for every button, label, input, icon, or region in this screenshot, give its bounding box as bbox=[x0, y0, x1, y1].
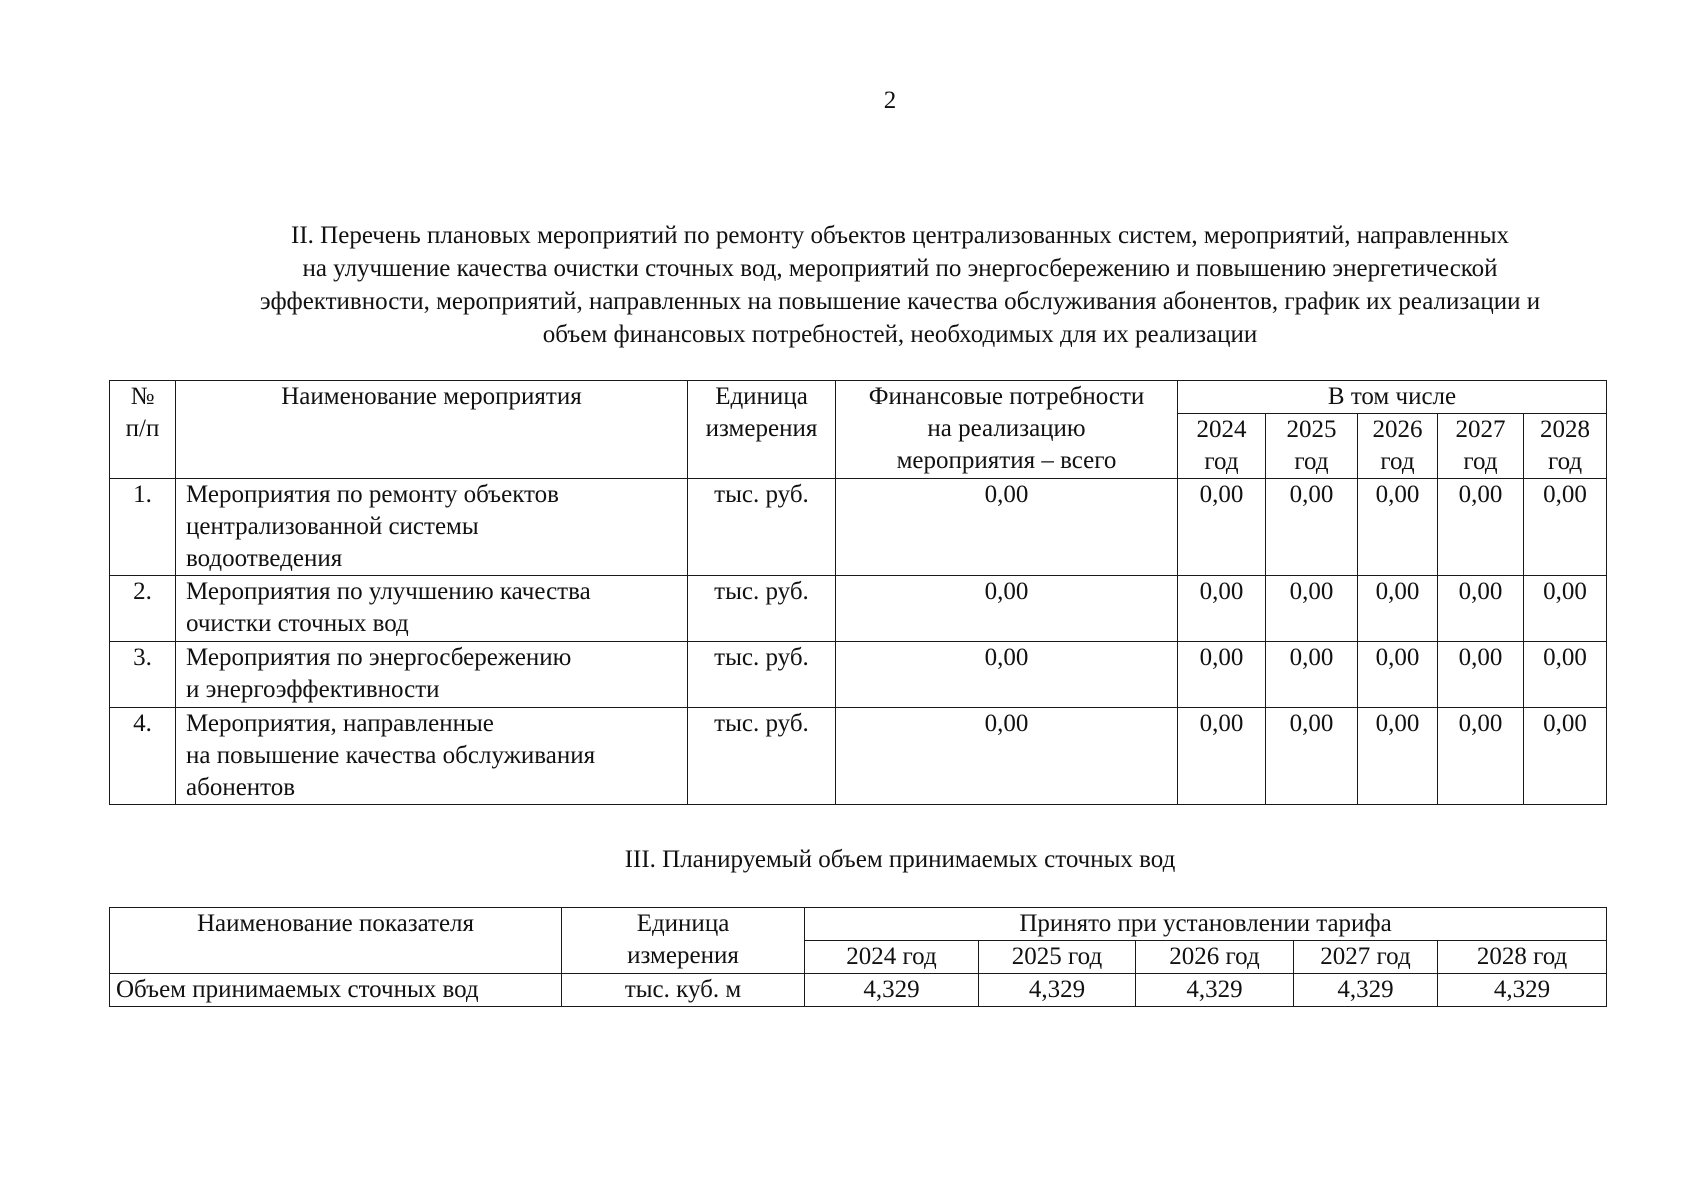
table-row bbox=[110, 642, 1607, 708]
row-num: 2. bbox=[110, 576, 176, 642]
row-year-value: 0,00 bbox=[1438, 708, 1524, 805]
row-year-value: 0,00 bbox=[1266, 642, 1358, 708]
row-name-line: очистки сточных вод bbox=[186, 610, 409, 637]
section-2-title-line: объем финансовых потребностей, необходимых для их реализации bbox=[542, 321, 1258, 348]
row-unit: тыс. руб. bbox=[688, 642, 836, 708]
header-year-unit: год bbox=[1204, 448, 1239, 475]
row-total: 0,00 bbox=[836, 576, 1178, 642]
row-year-value: 0,00 bbox=[1178, 576, 1266, 642]
header-accepted: Принято при установлении тарифа bbox=[805, 908, 1607, 941]
row-name-line: абонентов bbox=[186, 774, 296, 801]
row-num: 1. bbox=[110, 479, 176, 576]
section-2-title-line: II. Перечень плановых мероприятий по ремонту объектов централизованных систем, мероприятий, направленных bbox=[291, 222, 1509, 249]
measures-table bbox=[109, 380, 1607, 805]
row-name bbox=[176, 576, 688, 642]
header-finance-line: мероприятия – всего bbox=[896, 447, 1117, 474]
row-year-value: 0,00 bbox=[1358, 708, 1438, 805]
header-finance-line: Финансовые потребности bbox=[868, 383, 1145, 410]
header-unit-line: измерения bbox=[705, 415, 818, 442]
row-name-line: Мероприятия, направленные bbox=[186, 710, 494, 737]
row-year-value: 0,00 bbox=[1358, 479, 1438, 576]
row-unit: тыс. руб. bbox=[688, 708, 836, 805]
row-name-line: централизованной системы bbox=[186, 513, 479, 540]
row-name-line: Мероприятия по улучшению качества bbox=[186, 578, 591, 605]
header-year-2026 bbox=[1358, 414, 1438, 479]
header-year-unit: год bbox=[1463, 448, 1498, 475]
header-year-2028 bbox=[1524, 414, 1607, 479]
header-year-2025: 2025 год bbox=[979, 941, 1136, 974]
header-finance bbox=[836, 381, 1178, 479]
row-year-value: 4,329 bbox=[1438, 974, 1607, 1007]
row-year-value: 0,00 bbox=[1524, 479, 1607, 576]
header-year-2028: 2028 год bbox=[1438, 941, 1607, 974]
row-year-value: 0,00 bbox=[1178, 479, 1266, 576]
row-total: 0,00 bbox=[836, 642, 1178, 708]
header-name: Наименование мероприятия bbox=[176, 381, 688, 479]
header-year-2024: 2024 год bbox=[805, 941, 979, 974]
page-number: 2 bbox=[883, 87, 897, 114]
row-total: 0,00 bbox=[836, 708, 1178, 805]
row-indicator-name: Объем принимаемых сточных вод bbox=[110, 974, 562, 1007]
header-year-value: 2028 bbox=[1540, 416, 1591, 443]
header-finance-line: на реализацию bbox=[927, 415, 1086, 442]
row-year-value: 0,00 bbox=[1524, 708, 1607, 805]
header-year-unit: год bbox=[1294, 448, 1329, 475]
row-year-value: 0,00 bbox=[1524, 576, 1607, 642]
row-year-value: 0,00 bbox=[1178, 642, 1266, 708]
row-year-value: 0,00 bbox=[1438, 576, 1524, 642]
header-year-value: 2024 bbox=[1196, 416, 1247, 443]
row-year-value: 0,00 bbox=[1266, 479, 1358, 576]
section-3-title bbox=[100, 843, 1697, 876]
header-unit bbox=[688, 381, 836, 479]
header-num bbox=[110, 381, 176, 479]
header-unit-line: Единица bbox=[715, 383, 808, 410]
header-unit bbox=[562, 908, 805, 974]
row-year-value: 0,00 bbox=[1438, 479, 1524, 576]
header-num-line: п/п bbox=[125, 415, 160, 442]
header-unit-line: измерения bbox=[627, 942, 739, 969]
header-including: В том числе bbox=[1178, 381, 1607, 414]
row-year-value: 0,00 bbox=[1266, 576, 1358, 642]
row-name bbox=[176, 479, 688, 576]
row-year-value: 0,00 bbox=[1266, 708, 1358, 805]
row-name-line: и энергоэффективности bbox=[186, 676, 440, 703]
section-2-title bbox=[100, 219, 1697, 351]
header-year-2026: 2026 год bbox=[1136, 941, 1294, 974]
row-name-line: на повышение качества обслуживания bbox=[186, 742, 596, 769]
row-name bbox=[176, 708, 688, 805]
row-year-value: 4,329 bbox=[805, 974, 979, 1007]
row-num: 4. bbox=[110, 708, 176, 805]
header-year-unit: год bbox=[1380, 448, 1415, 475]
header-year-unit: год bbox=[1547, 448, 1583, 475]
header-year-value: 2025 bbox=[1286, 416, 1337, 443]
header-year-2024 bbox=[1178, 414, 1266, 479]
row-num: 3. bbox=[110, 642, 176, 708]
header-year-value: 2027 bbox=[1455, 416, 1506, 443]
row-year-value: 4,329 bbox=[979, 974, 1136, 1007]
row-unit: тыс. руб. bbox=[688, 576, 836, 642]
row-year-value: 0,00 bbox=[1438, 642, 1524, 708]
section-2-title-line: эффективности, мероприятий, направленных на повышение качества обслуживания абонентов, график их реализации и bbox=[259, 288, 1541, 315]
row-unit: тыс. руб. bbox=[688, 479, 836, 576]
row-name-line: водоотведения bbox=[186, 545, 343, 572]
header-year-2025 bbox=[1266, 414, 1358, 479]
table-row bbox=[110, 576, 1607, 642]
header-year-2027: 2027 год bbox=[1294, 941, 1438, 974]
row-year-value: 0,00 bbox=[1178, 708, 1266, 805]
table-row bbox=[110, 479, 1607, 576]
wastewater-volume-table bbox=[109, 907, 1607, 1007]
row-name-line: Мероприятия по ремонту объектов bbox=[186, 481, 559, 508]
row-year-value: 0,00 bbox=[1358, 576, 1438, 642]
row-year-value: 4,329 bbox=[1294, 974, 1438, 1007]
header-year-2027 bbox=[1438, 414, 1524, 479]
table-row bbox=[110, 974, 1607, 1007]
row-year-value: 0,00 bbox=[1358, 642, 1438, 708]
row-year-value: 4,329 bbox=[1136, 974, 1294, 1007]
row-name-line: Мероприятия по энергосбережению bbox=[186, 644, 572, 671]
row-unit: тыс. куб. м bbox=[562, 974, 805, 1007]
header-indicator-name: Наименование показателя bbox=[110, 908, 562, 974]
row-name bbox=[176, 642, 688, 708]
header-unit-line: Единица bbox=[636, 910, 730, 937]
row-year-value: 0,00 bbox=[1524, 642, 1607, 708]
section-3-title-line: III. Планируемый объем принимаемых сточных вод bbox=[624, 846, 1176, 873]
table-row bbox=[110, 708, 1607, 805]
section-2-title-line: на улучшение качества очистки сточных вод, мероприятий по энергосбережению и повышению энергетической bbox=[302, 255, 1498, 282]
header-year-value: 2026 bbox=[1372, 416, 1423, 443]
header-num-line: № bbox=[130, 383, 155, 410]
row-total: 0,00 bbox=[836, 479, 1178, 576]
